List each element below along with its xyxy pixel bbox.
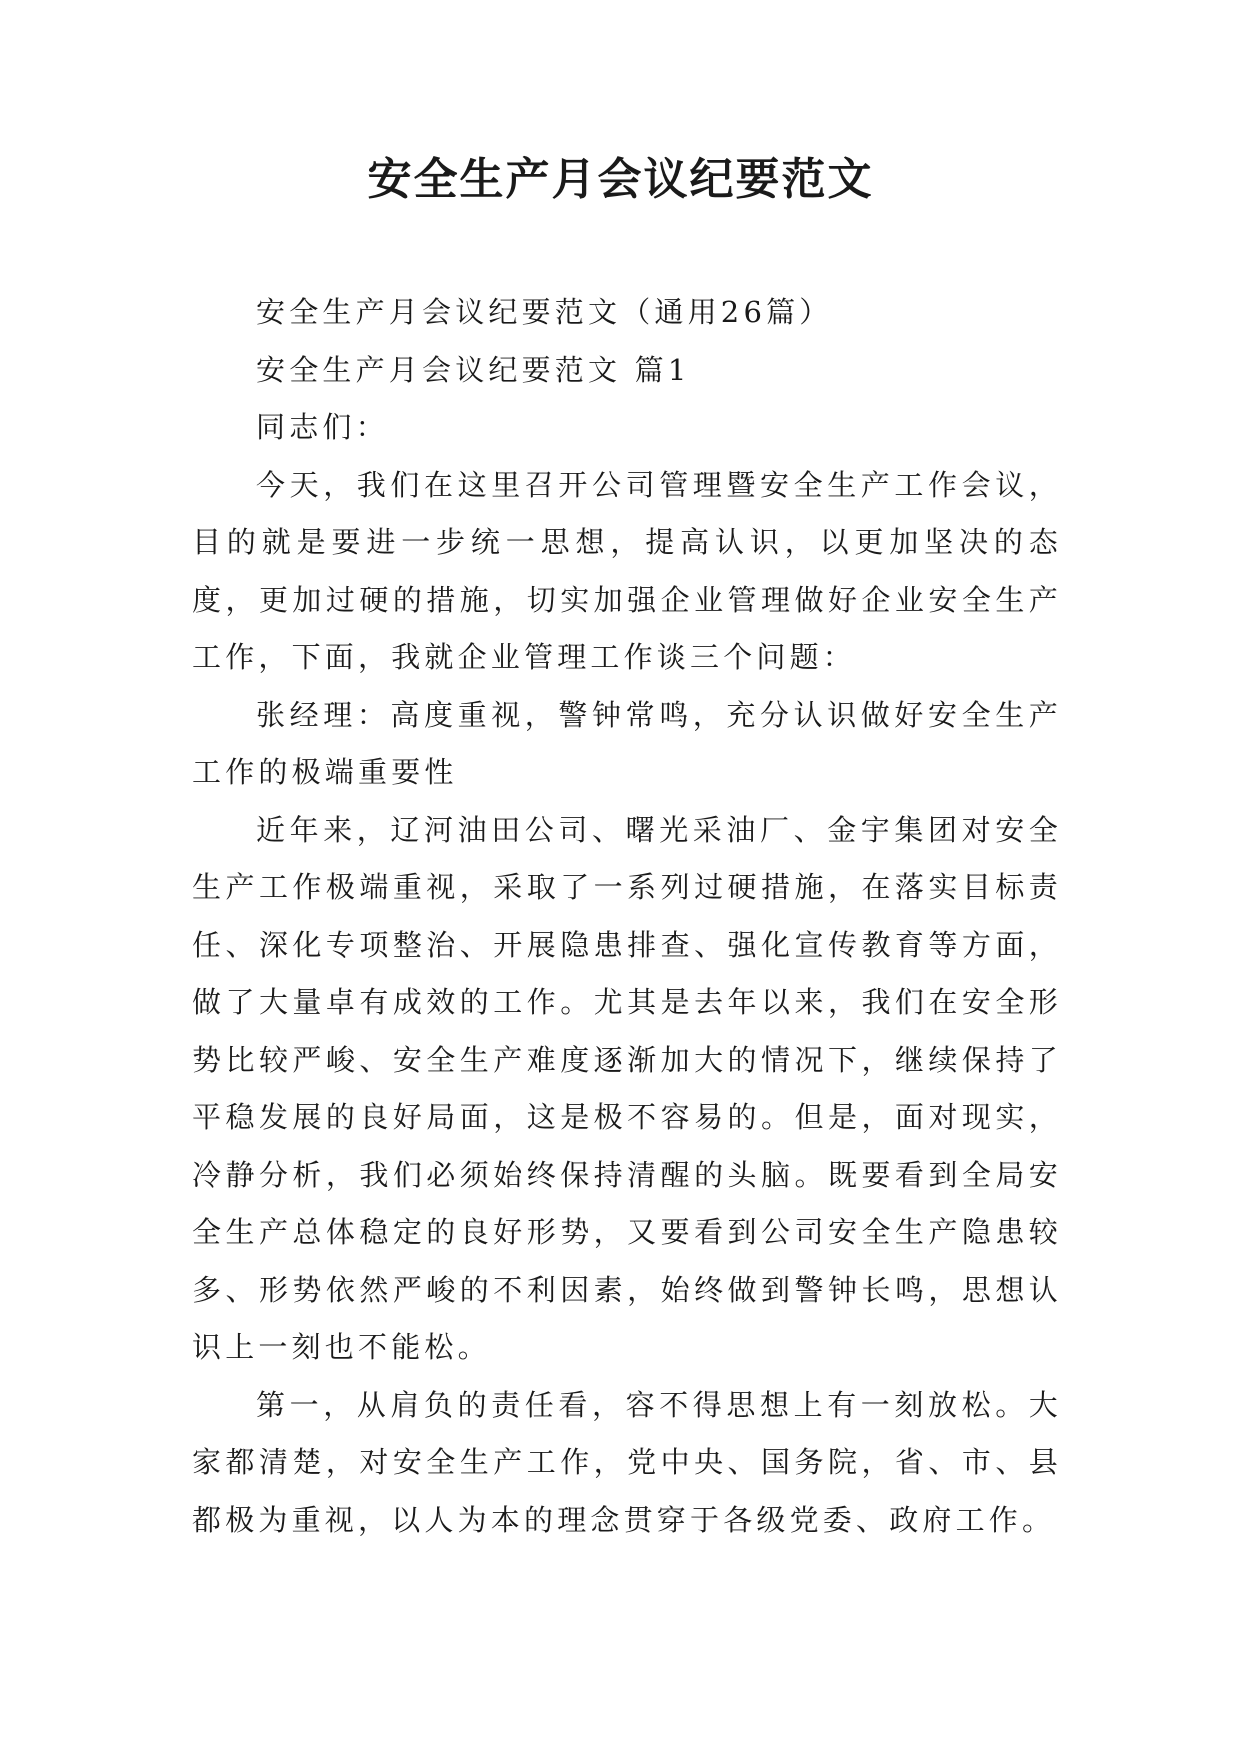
body-paragraph: 第一，从肩负的责任看，容不得思想上有一刻放松。大家都清楚，对安全生产工作，党中央、国务院，省、市、县都极为重视，以人为本的理念贯穿于各级党委、政府工作。	[192, 1387, 1062, 1537]
document-body	[192, 284, 1062, 1549]
salutation: 同志们：	[256, 410, 389, 444]
document-title: 安全生产月会议纪要范文	[367, 154, 874, 205]
body-paragraph: 今天，我们在这里召开公司管理暨安全生产工作会议，目的就是要进一步统一思想，提高认识，以更加坚决的态度，更加过硬的措施，切实加强企业管理做好企业安全生产工作，下面，我就企业管理工作谈三个问题：	[192, 467, 1062, 674]
body-paragraph: 张经理：高度重视，警钟常鸣，充分认识做好安全生产工作的极端重要性	[192, 697, 1062, 789]
section-heading: 安全生产月会议纪要范文 篇1	[256, 352, 691, 387]
doc-subtitle: 安全生产月会议纪要范文（通用26篇）	[256, 295, 833, 329]
body-paragraph: 近年来，辽河油田公司、曙光采油厂、金宇集团对安全生产工作极端重视，采取了一系列过硬措施，在落实目标责任、深化专项整治、开展隐患排查、强化宣传教育等方面，做了大量卓有成效的工作。尤其是去年以来，我们在安全形势比较严峻、安全生产难度逐渐加大的情况下，继续保持了平稳发展的良好局面，这是极不容易的。但是，面对现实，冷静分析，我们必须始终保持清醒的头脑。既要看到全局安全生产总体稳定的良好形势，又要看到公司安全生产隐患较多、形势依然严峻的不利因素，始终做到警钟长鸣，思想认识上一刻也不能松。	[192, 812, 1062, 1364]
